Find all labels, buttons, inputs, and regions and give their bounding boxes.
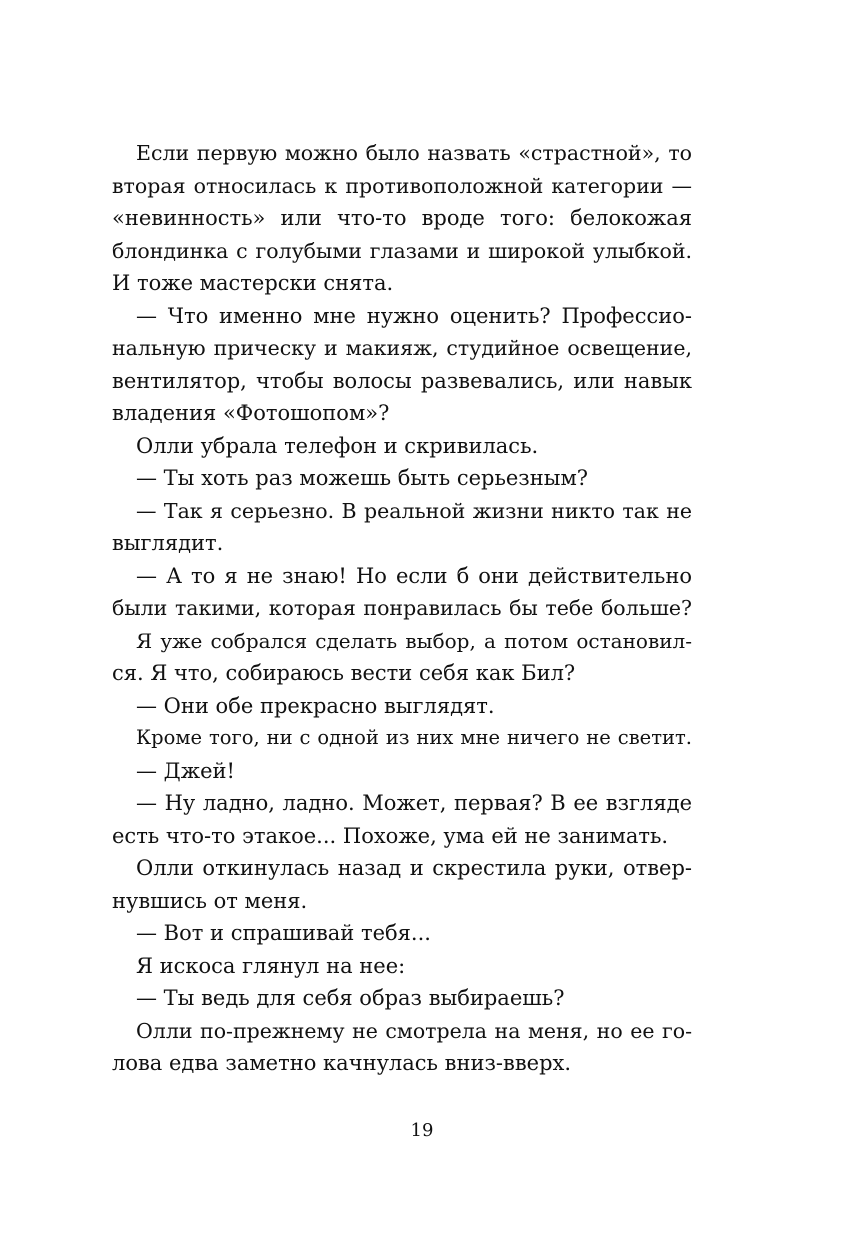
text-line: — Вот и спрашивай тебя... [136, 921, 431, 945]
text-line: — Ты хоть раз можешь быть серьезным? [136, 466, 589, 490]
text-line: «невинность» или что-то вроде того: белокожая [112, 206, 692, 230]
text-line: Олли убрала телефон и скривилась. [136, 433, 539, 458]
text-line: — Что именно мне нужно оценить? Профессио- [136, 303, 692, 328]
text-line: лова едва заметно качнулась вниз-вверх. [112, 1051, 572, 1075]
page-number: 19 [410, 1120, 434, 1141]
text-line: — Ты ведь для себя образ выбираешь? [136, 986, 565, 1010]
text-line: вторая относилась к противоположной категории — [112, 173, 692, 198]
text-line: были такими, которая понравилась бы тебе больше? [112, 596, 692, 620]
body-text [112, 137, 692, 1080]
text-line: — Так я серьезно. В реальной жизни никто так не [136, 498, 692, 523]
text-line: ся. Я что, собираюсь вести себя как Бил? [112, 661, 576, 685]
text-line: — А то я не знаю! Но если б они действительно [136, 563, 692, 588]
text-line: Кроме того, ни с одной из них мне ничего не светит. [136, 726, 692, 749]
text-line: владения «Фотошопом»? [112, 401, 390, 425]
text-line: — Ну ладно, ладно. Может, первая? В ее взгляде [136, 791, 692, 815]
text-line: — Джей! [136, 758, 235, 783]
text-line: нальную прическу и макияж, студийное освещение, [112, 336, 692, 360]
text-line: Если первую можно было назвать «страстной», то [136, 141, 692, 165]
text-line: Олли откинулась назад и скрестила руки, отвер- [136, 856, 692, 880]
text-line: Я искоса глянул на нее: [136, 953, 406, 978]
text-line: Я уже собрался сделать выбор, а потом остановил- [136, 628, 692, 653]
text-line: — Они обе прекрасно выглядят. [136, 693, 495, 718]
text-line: выглядит. [112, 531, 224, 555]
text-line: Олли по-прежнему не смотрела на меня, но ее го- [136, 1018, 692, 1043]
text-line: нувшись от меня. [112, 888, 308, 913]
text-line: вентилятор, чтобы волосы развевались, или навык [112, 368, 692, 393]
text-line: блондинка с голубыми глазами и широкой улыбкой. [112, 238, 692, 263]
text-line: есть что-то этакое... Похоже, ума ей не занимать. [112, 823, 669, 848]
text-line: И тоже мастерски снята. [112, 271, 394, 295]
